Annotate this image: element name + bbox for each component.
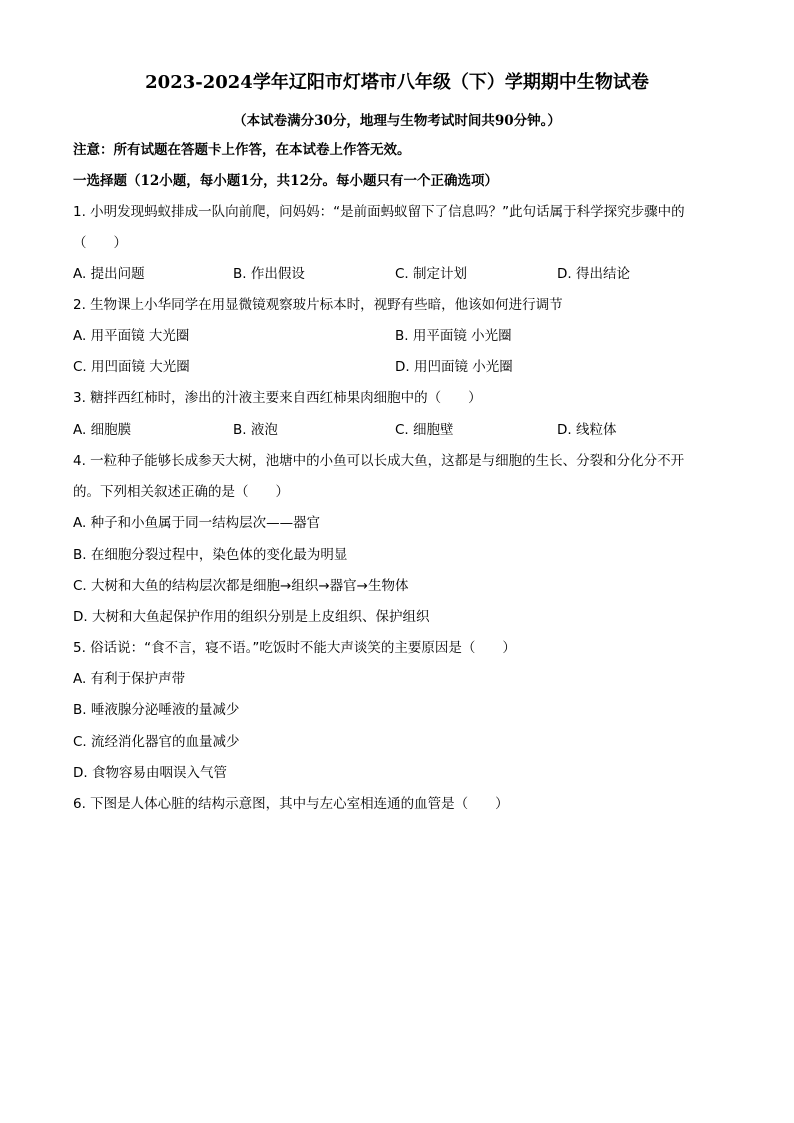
section-heading: 一选择题（12小题，每小题1分，共12分。每小题只有一个正确选项）: [73, 173, 498, 189]
question-3-option-b: B. 液泡: [233, 422, 278, 438]
question-3-option-a: A. 细胞膜: [73, 422, 132, 438]
question-4-option-c: C. 大树和大鱼的结构层次都是细胞→组织→器官→生物体: [73, 578, 409, 594]
question-1-option-d: D. 得出结论: [557, 266, 630, 282]
question-3-option-d: D. 线粒体: [557, 422, 617, 438]
question-2-option-c: C. 用凹面镜 大光圈: [73, 359, 190, 375]
question-4-stem: 4. 一粒种子能够长成参天大树，池塘中的小鱼可以长成大鱼，这都是与细胞的生长、分裂和分化分不开: [73, 453, 685, 469]
question-2-option-b: B. 用平面镜 小光圈: [395, 328, 512, 344]
question-1-option-b: B. 作出假设: [233, 266, 305, 282]
question-5-stem: 5. 俗话说：“食不言，寝不语。”吃饭时不能大声谈笑的主要原因是（ ）: [73, 640, 516, 656]
question-5-option-a: A. 有利于保护声带: [73, 671, 186, 687]
question-2-stem: 2. 生物课上小华同学在用显微镜观察玻片标本时，视野有些暗，他该如何进行调节: [73, 297, 563, 313]
notice-text: 注意：所有试题在答题卡上作答，在本试卷上作答无效。: [73, 142, 411, 158]
question-1-option-a: A. 提出问题: [73, 266, 145, 282]
question-1-blank: （ ）: [73, 235, 127, 251]
question-4-option-a: A. 种子和小鱼属于同一结构层次——器官: [73, 515, 321, 531]
question-5-option-c: C. 流经消化器官的血量减少: [73, 734, 240, 750]
page-title: 2023-2024学年辽阳市灯塔市八年级（下）学期期中生物试卷: [145, 72, 649, 93]
question-6-stem: 6. 下图是人体心脏的结构示意图，其中与左心室相连通的血管是（ ）: [73, 796, 509, 812]
question-1-stem: 1. 小明发现蚂蚁排成一队向前爬，问妈妈：“是前面蚂蚁留下了信息吗？”此句话属于科学探究步骤中的: [73, 204, 685, 220]
question-5-option-d: D. 食物容易由咽误入气管: [73, 765, 227, 781]
question-4-option-b: B. 在细胞分裂过程中，染色体的变化最为明显: [73, 547, 348, 563]
page-subtitle: （本试卷满分30分，地理与生物考试时间共90分钟。）: [233, 113, 561, 129]
question-4-stem-continued: 的。下列相关叙述正确的是（ ）: [73, 484, 289, 500]
question-3-option-c: C. 细胞壁: [395, 422, 454, 438]
question-5-option-b: B. 唾液腺分泌唾液的量减少: [73, 702, 240, 718]
question-1-option-c: C. 制定计划: [395, 266, 468, 282]
question-3-stem: 3. 糖拌西红柿时，渗出的汁液主要来自西红柿果肉细胞中的（ ）: [73, 390, 482, 406]
question-4-option-d: D. 大树和大鱼起保护作用的组织分别是上皮组织、保护组织: [73, 609, 430, 625]
question-2-option-a: A. 用平面镜 大光圈: [73, 328, 190, 344]
question-2-option-d: D. 用凹面镜 小光圈: [395, 359, 513, 375]
